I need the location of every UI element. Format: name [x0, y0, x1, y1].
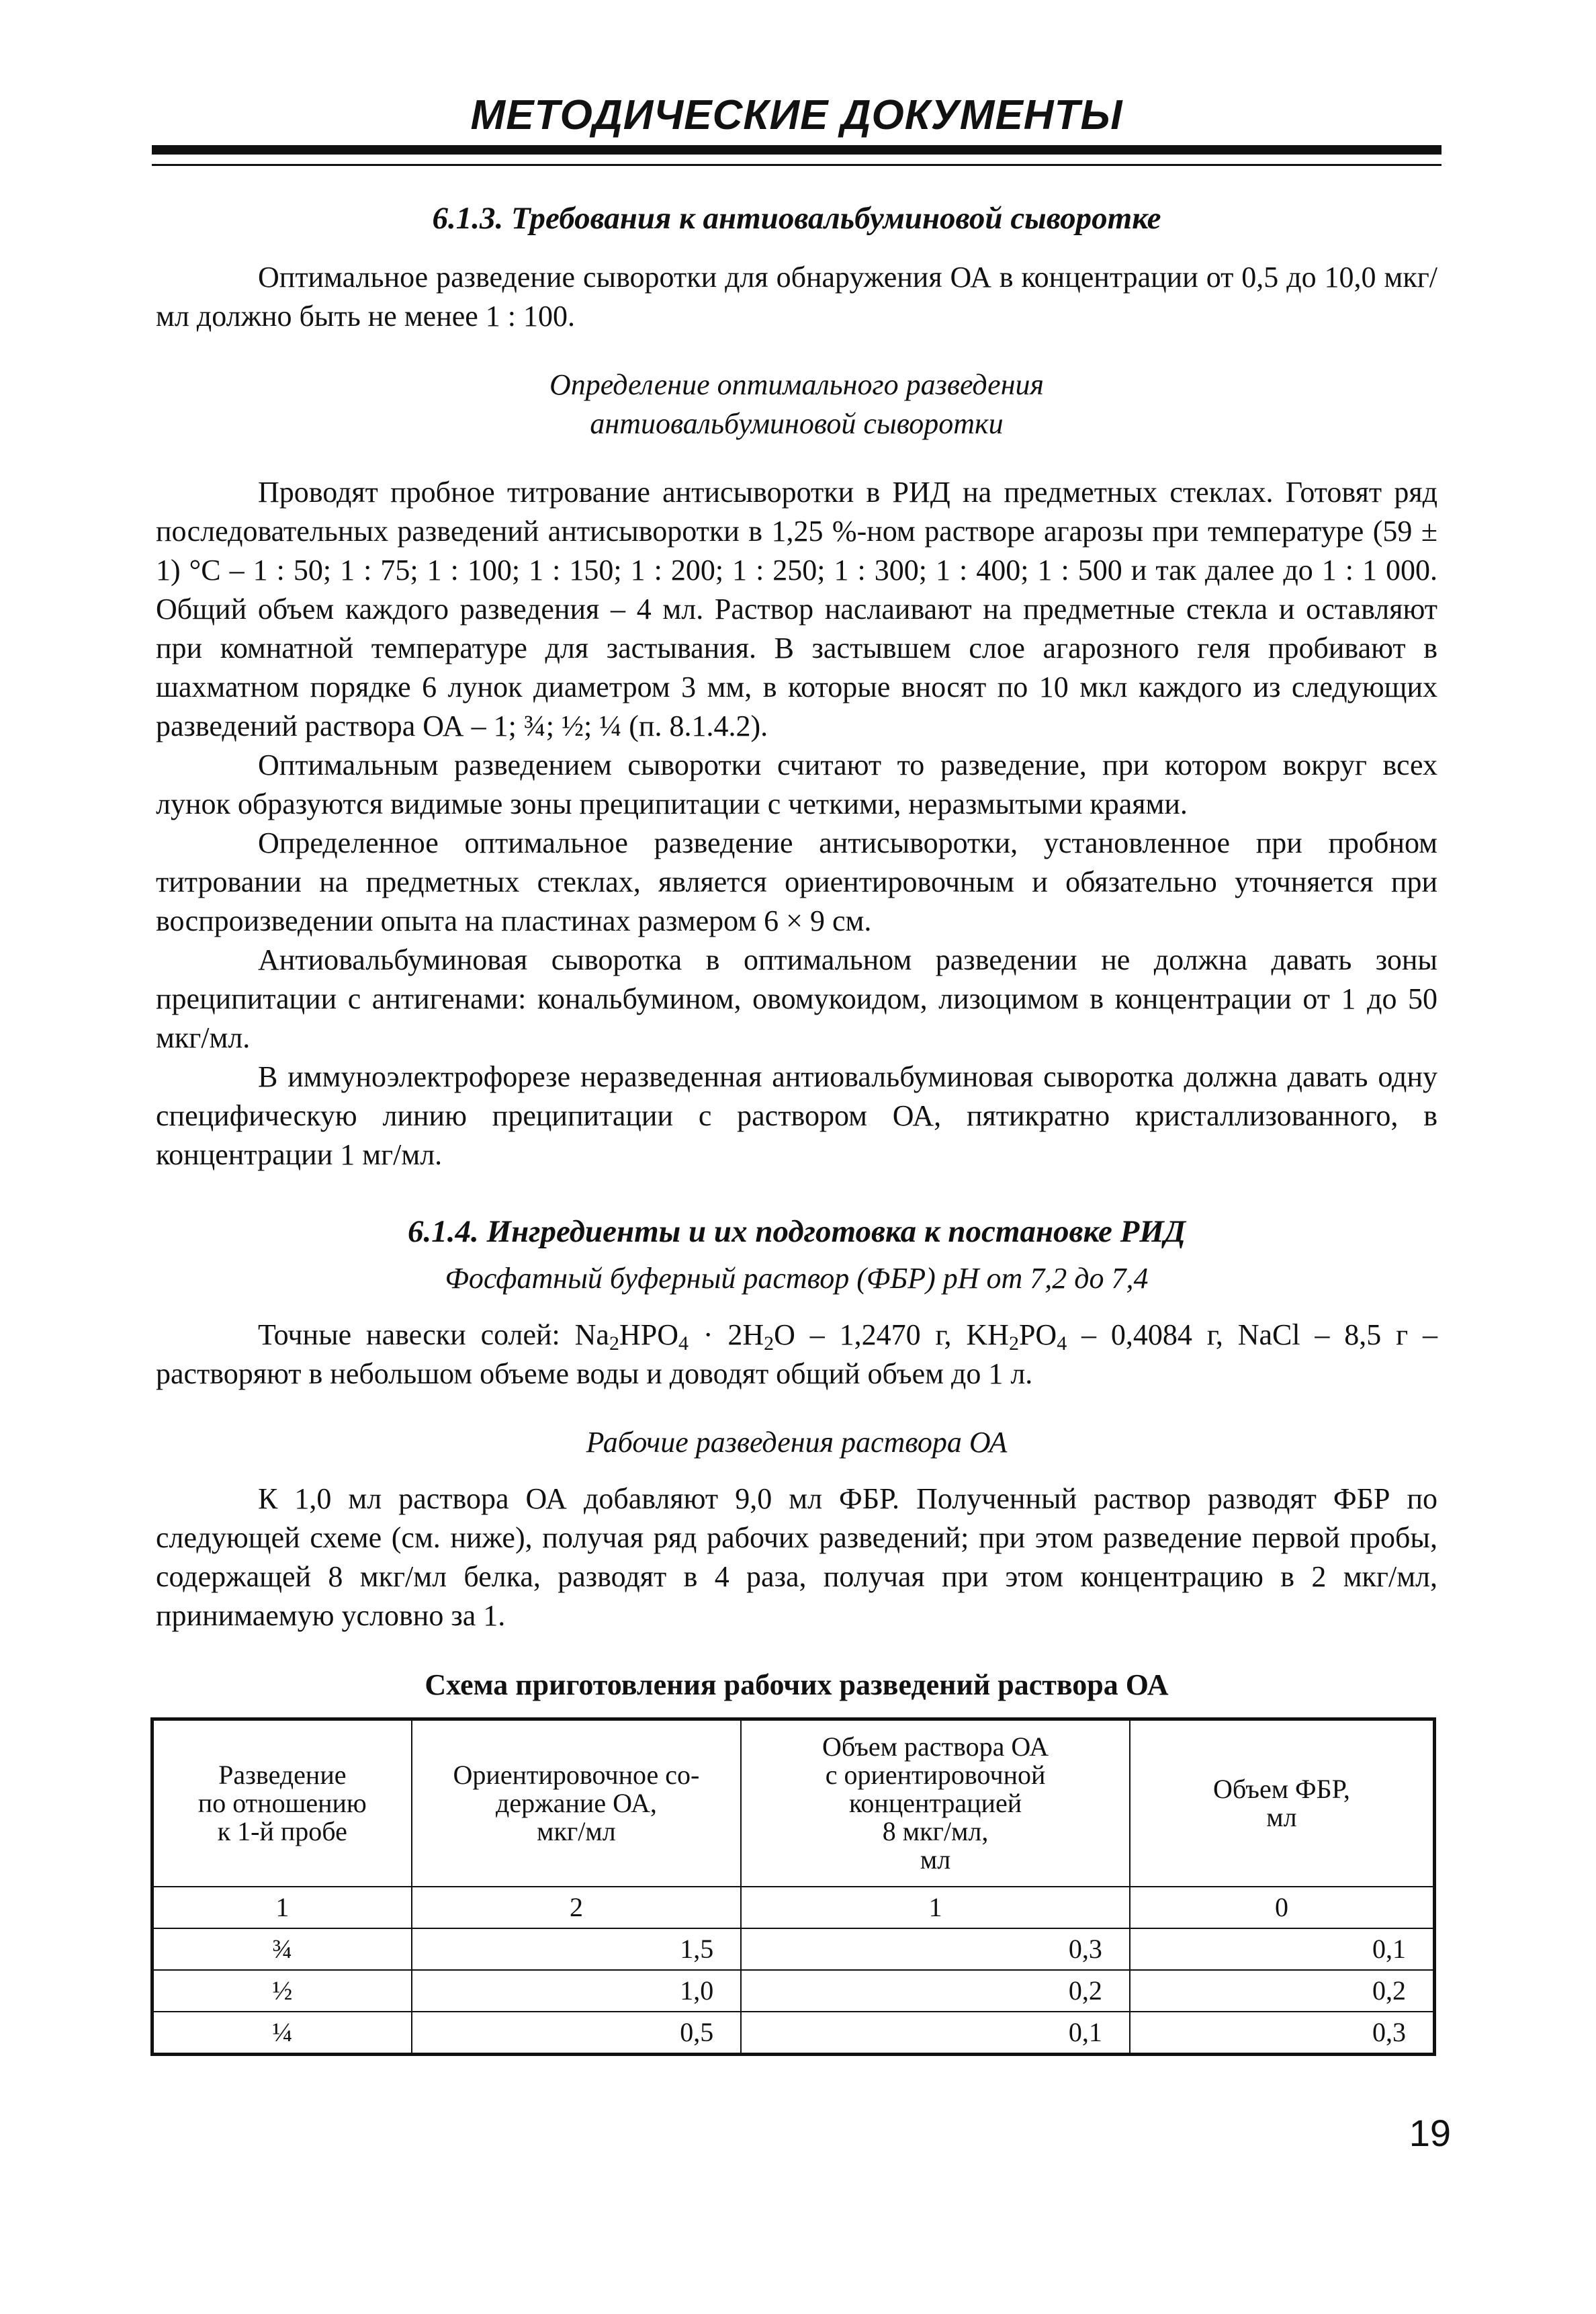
table-cell: 0,1: [741, 2012, 1130, 2055]
subsection-heading-line-1: Определение оптимального разведения: [549, 368, 1044, 401]
table-header-cell: Объем раствора ОА с ориентировочной концентрацией 8 мкг/мл, мл: [741, 1719, 1130, 1887]
table-cell: 0: [1130, 1887, 1435, 1928]
running-header: МЕТОДИЧЕСКИЕ ДОКУМЕНТЫ: [470, 92, 1123, 138]
table-row: [152, 2012, 1435, 2055]
subsection-heading-line-2: антиовальбуминовой сыворотки: [590, 407, 1004, 440]
paragraph: К 1,0 мл раствора ОА добавляют 9,0 мл ФБР. Полученный раствор разводят ФБР по следующей схеме (см. ниже), получая ряд рабочих разведений; при этом разведение первой пробы, содержащей 8 мкг/мл белка, разводят в 4 раза, получая при этом концентрацию в 2 мкг/мл, принимаемую условно за 1.: [156, 1482, 1437, 1632]
table-cell: 1,5: [412, 1928, 742, 1970]
page-body: [156, 196, 1437, 2056]
paragraph: Проводят пробное титрование антисыворотки в РИД на предметных стеклах. Готовят ряд последовательных разведений антисыворотки в 1,25 %-ном растворе агарозы при температуре (59 ± 1) °С – 1 : 50; 1 : 75; 1 : 100; 1 : 150; 1 : 200; 1 : 250; 1 : 300; 1 : 400; 1 : 500 и так далее до 1 : 1 000. Общий объем каждого разведения – 4 мл. Раствор наслаивают на предметные стекла и оставляют при комнатной температуре для застывания. В застывшем слое агарозного геля пробивают в шахматном порядке 6 лунок диаметром 3 мм, в которые вносят по 10 мкл каждого из следующих разведений раствора ОА – 1; ¾; ½; ¼ (п. 8.1.4.2).: [156, 476, 1437, 742]
table-header-cell: Ориентировочное со- держание ОА, мкг/мл: [412, 1719, 742, 1887]
paragraph: Определенное оптимальное разведение антисыворотки, установленное при пробном титровании на предметных стеклах, является ориентировочным и обязательно уточняется при воспроизведении опыта на пластинах размером 6 × 9 см.: [156, 826, 1437, 937]
table-cell: 1: [152, 1887, 412, 1928]
paragraph: Оптимальным разведением сыворотки считают то разведение, при котором вокруг всех лунок образуются видимые зоны преципитации с четкими, неразмытыми краями.: [156, 748, 1437, 820]
paragraph-fbr-composition: Точные навески солей: $Na_2HPO_4 \cdot 2H_2O - 1,2470$ г, $KH_2PO_4 - 0,4084$ г, NaCl – 8,5 г – растворяют в небольшом объеме воды и доводят общий объем до 1 л.: [156, 1318, 1438, 1390]
table-row: [152, 1970, 1435, 2012]
table-header-cell: Объем ФБР, мл: [1130, 1719, 1435, 1887]
page-number: 19: [1409, 2112, 1451, 2154]
header-rule-thick: [152, 145, 1442, 155]
table-row: [152, 1928, 1435, 1970]
header-rule-thin: [152, 164, 1442, 166]
table-title: Схема приготовления рабочих разведений раствора ОА: [425, 1668, 1169, 1701]
table-cell: 0,2: [741, 1970, 1130, 2012]
dilution-scheme-table: [150, 1717, 1436, 2056]
table-header-cell: Разведение по отношению к 1-й пробе: [152, 1719, 412, 1887]
paragraph: Антиовальбуминовая сыворотка в оптимальном разведении не должна давать зоны преципитации с антигенами: кональбумином, овомукоидом, лизоцимом в концентрации от 1 до 50 мкг/мл.: [156, 943, 1437, 1054]
table-cell: 2: [412, 1887, 742, 1928]
table-cell: 1: [741, 1887, 1130, 1928]
table-cell: ½: [152, 1970, 412, 2012]
subsection-heading-working-dilutions: Рабочие разведения раствора ОА: [586, 1426, 1008, 1459]
table-cell: 1,0: [412, 1970, 742, 2012]
table-cell: 0,1: [1130, 1928, 1435, 1970]
subsection-heading-fbr: Фосфатный буферный раствор (ФБР) pH от 7,2 до 7,4: [445, 1262, 1149, 1295]
table-cell: 0,2: [1130, 1970, 1435, 2012]
table-row: [152, 1887, 1435, 1928]
table-cell: ¼: [152, 2012, 412, 2055]
table-cell: ¾: [152, 1928, 412, 1970]
table-header-row: [152, 1719, 1435, 1887]
table-cell: 0,3: [741, 1928, 1130, 1970]
paragraph: Оптимальное разведение сыворотки для обнаружения ОА в концентрации от 0,5 до 10,0 мкг/мл должно быть не менее 1 : 100.: [156, 261, 1437, 333]
paragraph: В иммуноэлектрофорезе неразведенная антиовальбуминовая сыворотка должна давать одну специфическую линию преципитации с раствором ОА, пятикратно кристаллизованного, в концентрации 1 мг/мл.: [156, 1060, 1437, 1171]
table-cell: 0,3: [1130, 2012, 1435, 2055]
section-heading-6-1-4: 6.1.4. Ингредиенты и их подготовка к постановке РИД: [408, 1214, 1186, 1249]
table-cell: 0,5: [412, 2012, 742, 2055]
section-heading-6-1-3: 6.1.3. Требования к антиовальбуминовой сыворотке: [432, 201, 1161, 236]
